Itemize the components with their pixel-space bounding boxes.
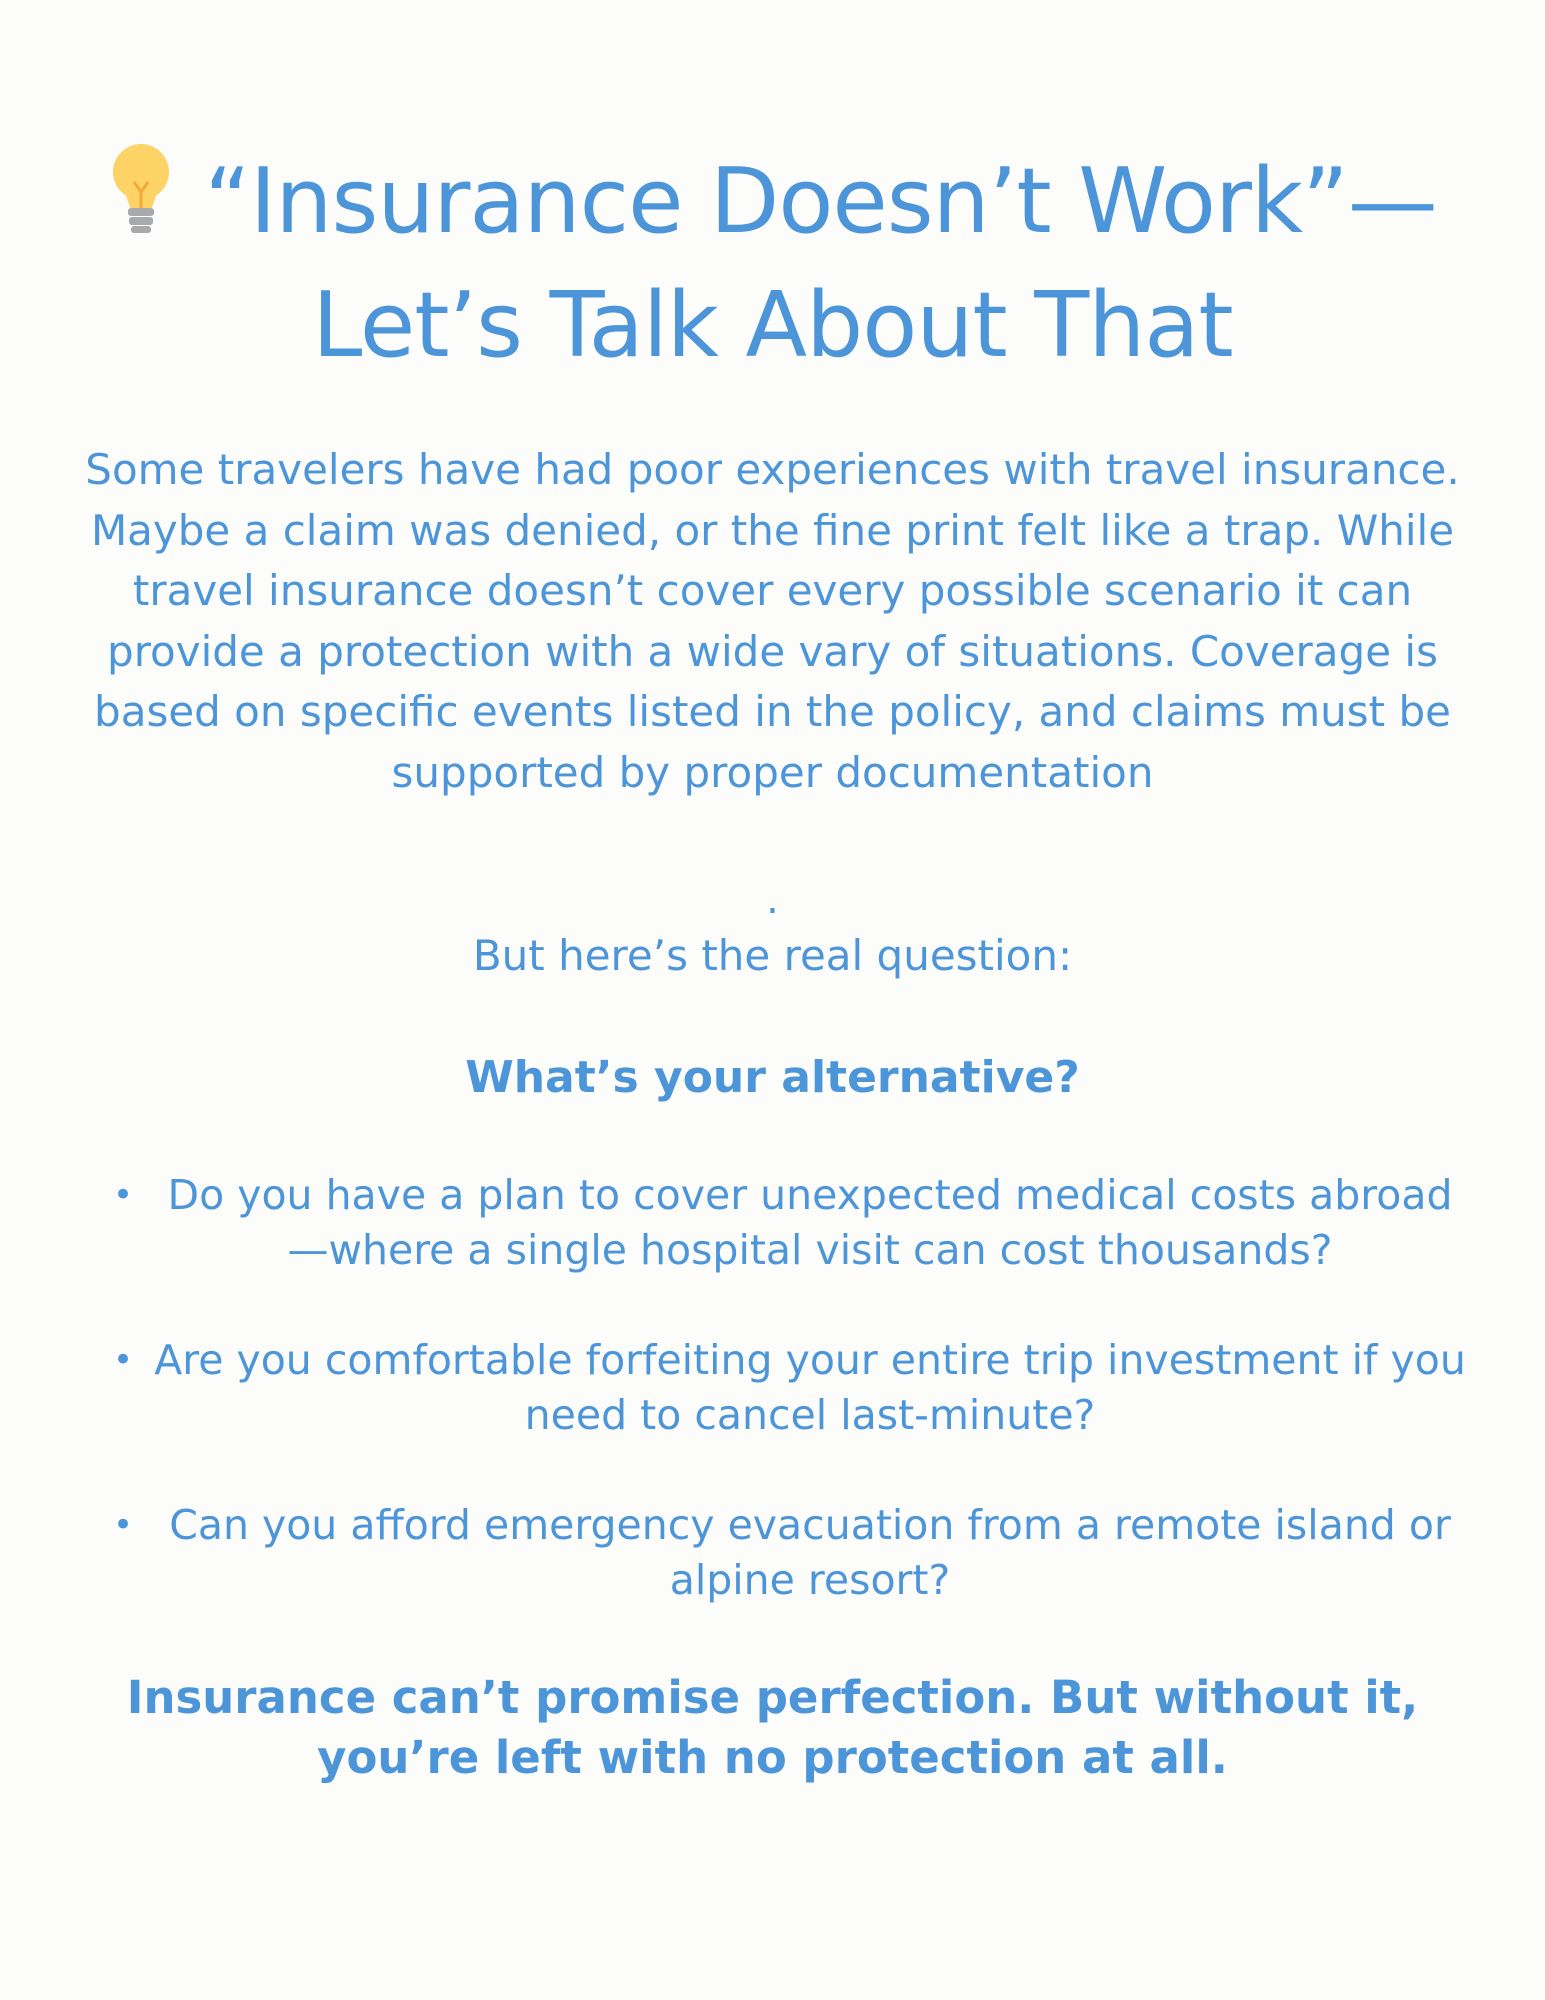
bullet-text: Are you comfortable forfeiting your entire trip investment if you need to cancel last-minute? [154,1336,1466,1439]
bullet-marker: • [113,1505,134,1545]
bullet-text: Do you have a plan to cover unexpected medical costs abroad—where a single hospital visit can cost thousands? [167,1171,1453,1274]
stray-period: . [766,877,779,923]
page-title [60,140,1485,388]
page-title-text: “Insurance Doesn’t Work”—Let’s Talk About That [204,149,1437,378]
closing-statement: Insurance can’t promise perfection. But without it, you’re left with no protection at all. [126,1671,1419,1784]
intro-paragraph: Some travelers have had poor experiences with travel insurance. Maybe a claim was denied, or the fine print felt like a trap. While travel insurance doesn’t cover every possible scenario it can provide a protection with a wide vary of situations. Coverage is based on specific events listed in the policy, and claims must be supported by proper documentation [85,445,1460,797]
lightbulb-icon [108,142,174,238]
alternative-heading: What’s your alternative? [465,1052,1080,1103]
bullet-marker: • [113,1175,134,1215]
question-text: But here’s the real question: [472,931,1073,980]
bullet-marker: • [113,1340,134,1380]
bullet-text: Can you afford emergency evacuation from a remote island or alpine resort? [169,1501,1451,1604]
